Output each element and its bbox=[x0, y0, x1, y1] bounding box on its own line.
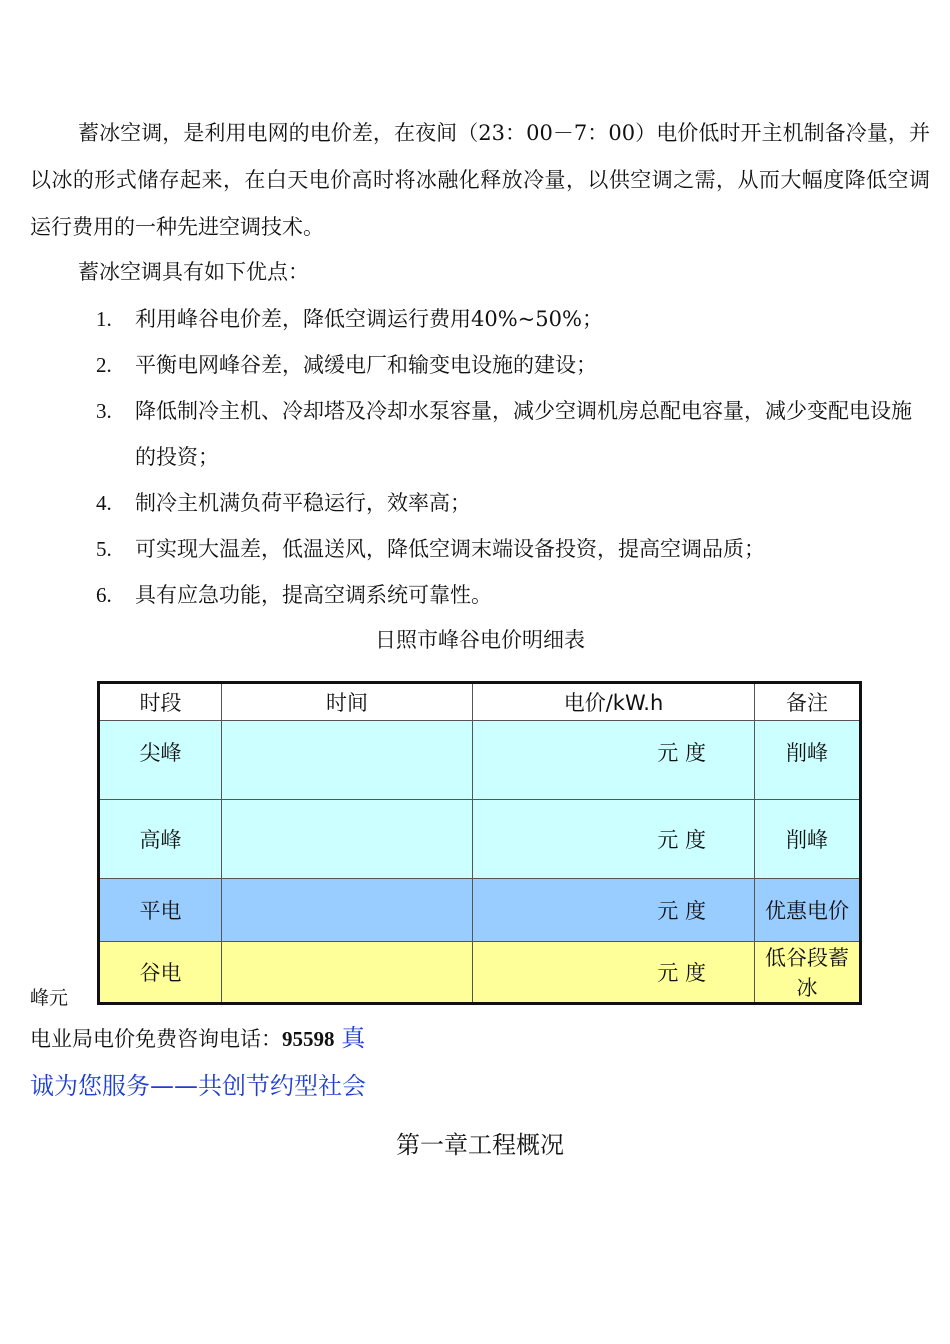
list-item bbox=[96, 296, 926, 342]
list-item-number: 2. bbox=[96, 353, 112, 377]
header-note: 备注 bbox=[755, 683, 861, 721]
list-item-number: 1. bbox=[96, 307, 112, 331]
cell-note: 优惠电价 bbox=[755, 879, 861, 942]
list-item-text: 可实现大温差，低温送风，降低空调末端设备投资，提高空调品质； bbox=[135, 537, 765, 561]
list-item-number: 5. bbox=[96, 537, 112, 561]
slogan-text: 诚为您服务——共创节约型社会 bbox=[30, 1072, 366, 1100]
table-row bbox=[99, 879, 861, 942]
cell-price: 元 度 bbox=[473, 942, 755, 1004]
hotline-number: 95598 bbox=[282, 1027, 335, 1051]
table-header-row bbox=[99, 683, 861, 721]
list-item-text: 制冷主机满负荷平稳运行，效率高； bbox=[135, 491, 471, 515]
list-item-number: 6. bbox=[96, 583, 112, 607]
cell-period: 平电 bbox=[99, 879, 222, 942]
slogan-start: 真 bbox=[341, 1024, 366, 1052]
cell-time bbox=[222, 721, 473, 800]
cell-note: 削峰 bbox=[755, 800, 861, 879]
cell-note: 低谷段蓄冰 bbox=[755, 942, 861, 1004]
list-item bbox=[96, 388, 926, 480]
intro-paragraph-2: 蓄冰空调具有如下优点： bbox=[78, 260, 309, 284]
cell-price: 元 度 bbox=[473, 800, 755, 879]
hotline-label: 电业局电价免费咨询电话： bbox=[30, 1027, 282, 1051]
cell-time bbox=[222, 800, 473, 879]
chapter-title: 第一章工程概况 bbox=[396, 1131, 564, 1159]
list-item-text: 平衡电网峰谷差，减缓电厂和输变电设施的建设； bbox=[135, 353, 597, 377]
cell-period: 尖峰 bbox=[99, 721, 222, 800]
hotline-line bbox=[30, 1018, 365, 1059]
cell-period: 谷电 bbox=[99, 942, 222, 1004]
list-item-text: 利用峰谷电价差，降低空调运行费用40%~50%； bbox=[135, 307, 603, 331]
table-row bbox=[99, 942, 861, 1004]
table-row bbox=[99, 800, 861, 879]
list-item bbox=[96, 342, 926, 388]
list-item-text: 降低制冷主机、冷却塔及冷却水泵容量，减少空调机房总配电容量，减少变配电设施的投资； bbox=[135, 399, 912, 469]
list-item bbox=[96, 526, 926, 572]
cell-note: 削峰 bbox=[755, 721, 861, 800]
list-item bbox=[96, 572, 926, 618]
header-price: 电价/kW.h bbox=[473, 683, 755, 721]
after-table-text: 峰元 bbox=[30, 987, 69, 1009]
list-item bbox=[96, 480, 926, 526]
intro-paragraph-1: 蓄冰空调，是利用电网的电价差，在夜间（23：00－7：00）电价低时开主机制备冷量，并以冰的形式储存起来，在白天电价高时将冰融化释放冷量，以供空调之需，从而大幅度降低空调运行费用的一种先进空调技术。 bbox=[30, 121, 930, 239]
cell-time bbox=[222, 879, 473, 942]
header-period: 时段 bbox=[99, 683, 222, 721]
cell-period: 高峰 bbox=[99, 800, 222, 879]
cell-price: 元 度 bbox=[473, 879, 755, 942]
price-table bbox=[97, 681, 862, 1005]
cell-price: 元 度 bbox=[473, 721, 755, 800]
list-item-number: 4. bbox=[96, 491, 112, 515]
table-title: 日照市峰谷电价明细表 bbox=[375, 628, 585, 652]
table-row bbox=[99, 721, 861, 800]
header-time: 时间 bbox=[222, 683, 473, 721]
list-item-number: 3. bbox=[96, 399, 112, 423]
list-item-text: 具有应急功能，提高空调系统可靠性。 bbox=[135, 583, 492, 607]
advantages-list bbox=[96, 296, 926, 618]
cell-time bbox=[222, 942, 473, 1004]
